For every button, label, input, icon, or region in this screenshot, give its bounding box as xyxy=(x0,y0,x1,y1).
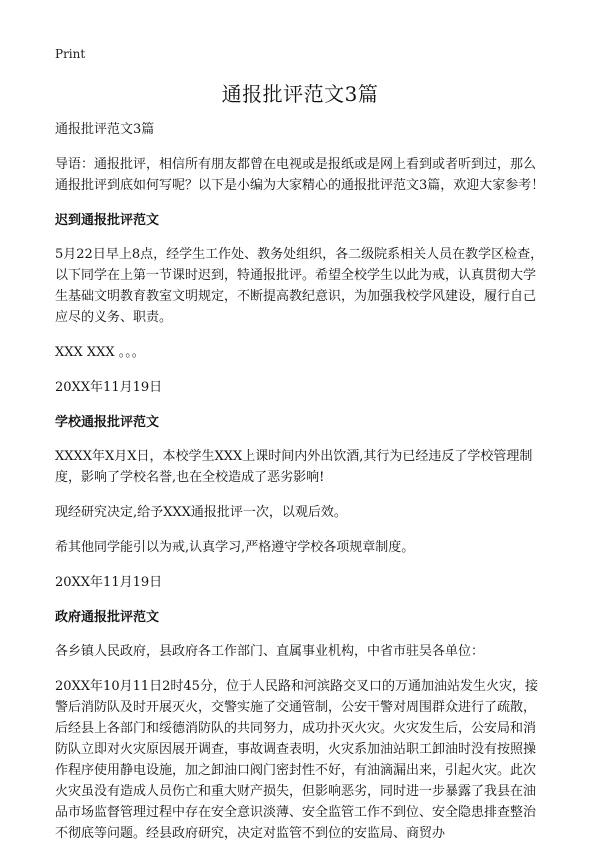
school-decision-paragraph: 现经研究决定,给予XXX通报批评一次，以观后效。 xyxy=(55,505,347,520)
school-date-line: 20XX年11月19日 xyxy=(55,575,163,590)
intro-paragraph: 导语：通报批评，相信所有朋友都曾在电视或是报纸或是网上看到或者听到过，那么通报批评到底如何写呢？以下是小编为大家精心的通报批评范文3篇，欢迎大家参考！ xyxy=(55,157,545,193)
government-notice-paragraph: 20XX年10月11日2时45分，位于人民路和河滨路交叉口的万通加油站发生火灾，接警后消防队及时开展灭火，交警实施了交通管制，公安干警对周围群众进行了疏散，后经县上各部门和绥德消防队的共同努力，成功扑灭火灾。火灾发生后，公安局和消防队立即对火灾原因展开调查，事故调查表明，火灾系加油站职工卸油时没有按照操作程序使用静电设施，加之卸油口阀门密封性不好，有油滴漏出来，引起火灾。此次火灾虽没有造成人员伤亡和重大财产损失，但影响恶劣，同时进一步暴露了我县在油品市场监督管理过程中存在安全意识淡薄、安全监管工作不到位、安全隐患排查整治不彻底等问题。经县政府研究，决定对监管不到位的安监局、商贸办 xyxy=(55,679,538,841)
government-salutation: 各乡镇人民政府，县政府各工作部门、直属事业机构，中省市驻吴各单位： xyxy=(55,644,485,659)
school-notice-paragraph: XXXX年X月X日，本校学生XXX上课时间内外出饮酒,其行为已经违反了学校管理制度，影响了学校名誉,也在全校造成了恶劣影响! xyxy=(55,449,533,485)
section-heading-government: 政府通报批评范文 xyxy=(55,610,160,625)
late-date-line: 20XX年11月19日 xyxy=(55,380,163,395)
article-subtitle: 通报批评范文3篇 xyxy=(55,122,155,137)
article-body xyxy=(55,119,546,858)
page-title: 通报批评范文3篇 xyxy=(221,82,379,106)
late-notice-paragraph: 5月22日早上8点，经学生工作处、教务处组织，各二级院系相关人员在教学区检查，以下同学在上第一节课时迟到，特通报批评。希望全校学生以此为戒，认真贯彻大学生基础文明教育教室文明规定，不断提高教纪意识，为加强我校学风建设，履行自己应尽的义务、职责。 xyxy=(55,247,544,325)
school-warning-paragraph: 希其他同学能引以为戒,认真学习,严格遵守学校各项规章制度。 xyxy=(55,540,415,555)
section-heading-school: 学校通报批评范文 xyxy=(55,415,160,430)
section-heading-late: 迟到通报批评范文 xyxy=(55,213,160,228)
print-link[interactable]: Print xyxy=(55,47,86,61)
late-names-line: XXX XXX 。。。 xyxy=(55,345,145,360)
